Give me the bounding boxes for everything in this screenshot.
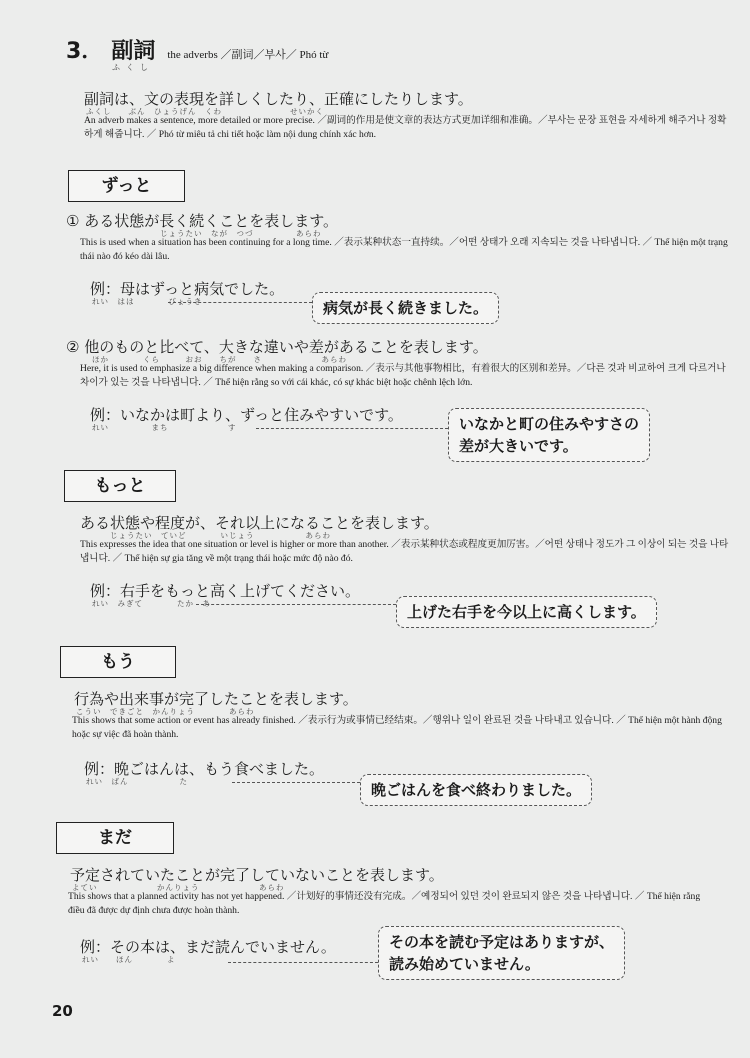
mada-usage: 予定されていたことが完了していないことを表します。 [70, 866, 444, 884]
zutto-example-2: 例：いなかは町より、ずっと住みやすいです。 [90, 406, 403, 424]
section-title-jp: 副詞 [111, 39, 156, 64]
label-mou: もう [60, 646, 176, 678]
mada-example-bubble-line-1: その本を読む予定はありますが、 [389, 933, 615, 951]
intro-text: 副詞は、文の表現を詳しくしたり、正確にしたりします。 [84, 90, 473, 108]
mada-example-connector [228, 962, 378, 963]
mada-example-bubble [378, 926, 625, 980]
zutto-example-2-ruby: れい まち す [92, 423, 237, 432]
zutto-usage-2-translation: Here, it is used to emphasize a big difference when making a comparison. ／表示与其他事物相比，有着很大的区别和差异。／다른 것과 비교하여 크게 다르거나 차이가 있는 것을 나타냅니다. ／ Thể hiện rằng so với cái khác, có sự khác biệt hoặc chênh lệch lớn. [80, 363, 726, 388]
zutto-example-1-connector [168, 302, 312, 303]
mou-example: 例：晩ごはんは、もう食べました。 [84, 760, 325, 778]
page-number: 20 [52, 1002, 73, 1020]
label-motto: もっと [64, 470, 176, 502]
motto-example-connector [196, 604, 396, 605]
zutto-usage-1-ruby: じょうたい なが つづ あらわ [160, 229, 322, 238]
mada-example-bubble-line-2: 読み始めていません。 [389, 955, 540, 973]
motto-example-ruby: れい みぎて たか あ [92, 599, 211, 608]
zutto-example-2-connector [256, 428, 448, 429]
mou-example-bubble [360, 774, 592, 806]
zutto-example-1-bubble-text: 病気が長く続きました。 [323, 299, 489, 317]
mou-usage: 行為や出来事が完了したことを表します。 [74, 690, 358, 708]
mada-usage-ruby: よてい かんりょう あらわ [72, 883, 285, 892]
mada-usage-translation: This shows that a planned activity has not yet happened. ／计划好的事情还没有完成。／예정되어 있던 것이 완료되지 않은 것을 나타냅니다. ／ Thể hiện rằng điều đã được dự định chưa được hoàn thành. [68, 891, 701, 916]
mou-usage-translation: This shows that some action or event has already finished. ／表示行为或事情已经结束。／행위나 일이 완료된 것을 나타내고 있습니다. ／ Thể hiện một hành động hoặc sự việc đã hoàn thành. [72, 715, 722, 740]
zutto-example-1-bubble [312, 292, 499, 324]
label-mada: まだ [56, 822, 174, 854]
mou-example-bubble-text: 晩ごはんを食べ終わりました。 [371, 781, 582, 799]
label-zutto: ずっと [68, 170, 185, 202]
motto-usage: ある状態や程度が、それ以上になることを表します。 [80, 514, 439, 532]
section-title-translations: the adverbs ／副词／부사／ Phó từ [167, 49, 329, 61]
section-header [66, 34, 328, 65]
mou-example-ruby: れい ばん た [86, 777, 188, 786]
zutto-usage-2: ② 他のものと比べて、大きな違いや差があることを表します。 [66, 338, 488, 356]
mou-usage-ruby: こうい できごと かんりょう あらわ [76, 707, 255, 716]
mou-example-connector [232, 782, 360, 783]
section-ruby: ふくし [112, 63, 154, 72]
mada-example-ruby: れい ほん よ [82, 955, 176, 964]
motto-example-bubble-text: 上げた右手を今以上に高くします。 [407, 603, 646, 621]
zutto-example-2-bubble-line-2: 差が大きいです。 [459, 437, 578, 455]
zutto-example-2-bubble [448, 408, 650, 462]
zutto-example-1: 例：母はずっと病気でした。 [90, 280, 285, 298]
zutto-example-1-ruby: れい はは びょうき [92, 297, 203, 306]
mada-example: 例：その本は、まだ読んでいません。 [80, 938, 336, 956]
zutto-example-2-bubble-line-1: いなかと町の住みやすさの [459, 415, 640, 433]
motto-usage-translation: This expresses the idea that one situation or level is higher or more than another. ／表示某种状态或程度更加厉害。／어떤 상태나 정도가 그 이상이 되는 것을 나타냅니다. ／ Thể hiện sự gia tăng về một trạng thái hoặc mức độ nào đó. [80, 539, 729, 564]
intro-ruby: ふくし ぶん ひょうげん くわ せいかく [86, 107, 324, 116]
motto-usage-ruby: じょうたい ていど いじょう あらわ [110, 531, 331, 540]
motto-example: 例：右手をもっと高く上げてください。 [90, 582, 361, 600]
zutto-usage-1-translation: This is used when a situation has been continuing for a long time. ／表示某种状态一直持续。／어떤 상태가 오래 지속되는 것을 나타냅니다. ／ Thể hiện một trạng thái nào đó kéo dài lâu. [80, 237, 728, 262]
intro-translation: An adverb makes a sentence, more detailed or more precise. ／副词的作用是使文章的表达方式更加详细和准确。／부사는 문장 표현을 자세하게 해주거나 정확하게 해줍니다. ／ Phó từ miêu tả chi tiết hoặc làm nội dung chính xác hơn. [84, 115, 727, 140]
zutto-usage-1: ① ある状態が長く続くことを表します。 [66, 212, 339, 230]
zutto-usage-2-ruby: ほか くら おお ちが さ あらわ [92, 355, 347, 364]
section-number: 3． [66, 39, 104, 64]
motto-example-bubble [396, 596, 657, 628]
